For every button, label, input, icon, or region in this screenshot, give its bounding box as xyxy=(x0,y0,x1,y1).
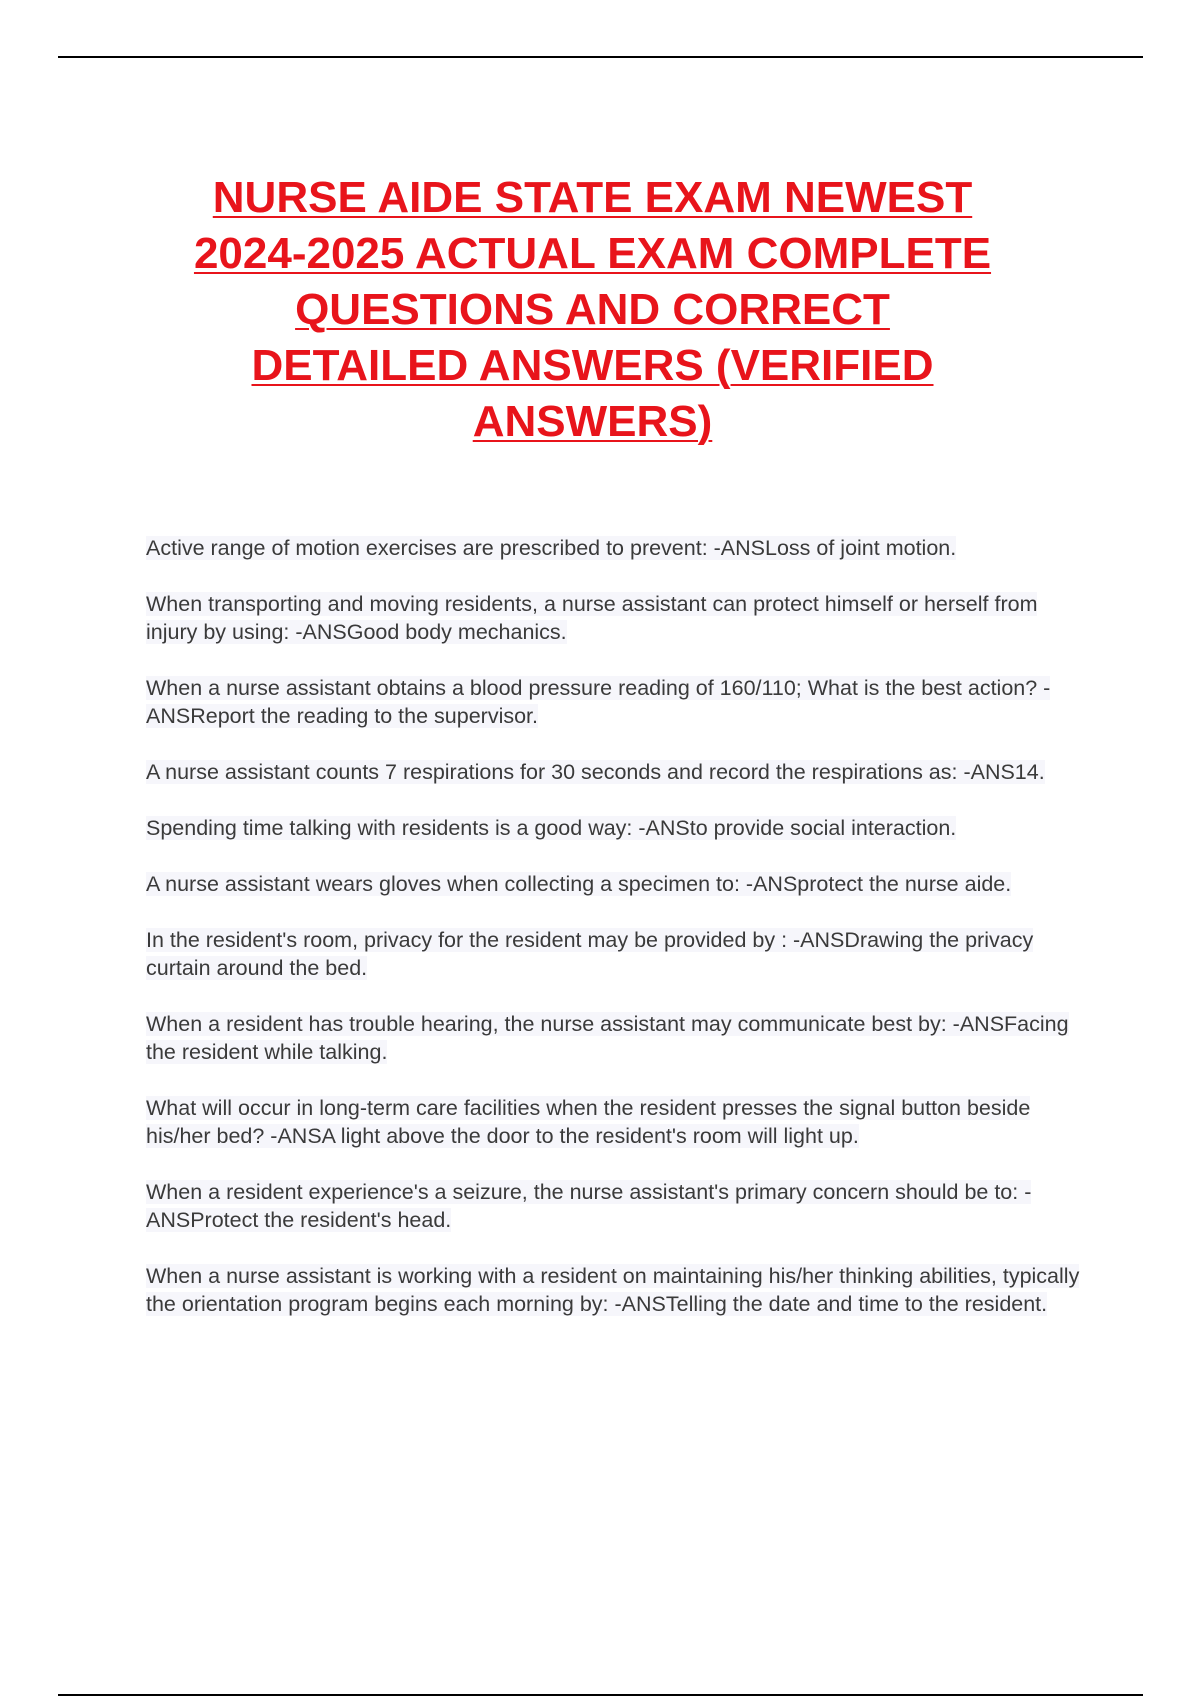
question-answer-list xyxy=(146,534,1086,1346)
qa-item xyxy=(146,674,1086,730)
qa-item xyxy=(146,926,1086,982)
qa-item xyxy=(146,590,1086,646)
qa-item xyxy=(146,1094,1086,1150)
qa-text: What will occur in long-term care facilities when the resident presses the signal button beside his/her bed? -ANSA light above the door to the resident's room will light up. xyxy=(146,1096,1031,1148)
qa-text: Spending time talking with residents is a good way: -ANSto provide social interaction. xyxy=(146,816,957,840)
document-title xyxy=(100,170,1085,450)
qa-text: When transporting and moving residents, a nurse assistant can protect himself or herself from injury by using: -ANSGood body mechanics. xyxy=(146,592,1038,644)
title-line-4: DETAILED ANSWERS (VERIFIED xyxy=(251,341,934,390)
qa-text: A nurse assistant wears gloves when collecting a specimen to: -ANSprotect the nurse aide. xyxy=(146,872,1012,896)
qa-text: In the resident's room, privacy for the resident may be provided by : -ANSDrawing the privacy curtain around the bed. xyxy=(146,928,1034,980)
qa-item xyxy=(146,870,1086,898)
top-divider xyxy=(58,56,1143,58)
qa-item xyxy=(146,1178,1086,1234)
qa-text: When a nurse assistant obtains a blood pressure reading of 160/110; What is the best action? -ANSReport the reading to the supervisor. xyxy=(146,676,1051,728)
qa-item xyxy=(146,1010,1086,1066)
bottom-divider xyxy=(58,1694,1143,1696)
qa-item xyxy=(146,534,1086,562)
qa-text: Active range of motion exercises are prescribed to prevent: -ANSLoss of joint motion. xyxy=(146,536,957,560)
qa-text: A nurse assistant counts 7 respirations for 30 seconds and record the respirations as: -ANS14. xyxy=(146,760,1045,784)
qa-text: When a resident experience's a seizure, the nurse assistant's primary concern should be to: -ANSProtect the resident's head. xyxy=(146,1180,1032,1232)
title-line-1: NURSE AIDE STATE EXAM NEWEST xyxy=(212,173,973,222)
qa-text: When a nurse assistant is working with a resident on maintaining his/her thinking abilities, typically the orientation program begins each morning by: -ANSTelling the date and time to the resident. xyxy=(146,1264,1080,1316)
qa-item xyxy=(146,758,1086,786)
qa-item xyxy=(146,814,1086,842)
qa-text: When a resident has trouble hearing, the nurse assistant may communicate best by: -ANSFacing the resident while talking. xyxy=(146,1012,1069,1064)
qa-item xyxy=(146,1262,1086,1318)
title-line-3: QUESTIONS AND CORRECT xyxy=(295,285,890,334)
title-line-5: ANSWERS) xyxy=(472,397,713,446)
title-line-2: 2024-2025 ACTUAL EXAM COMPLETE xyxy=(193,229,992,278)
